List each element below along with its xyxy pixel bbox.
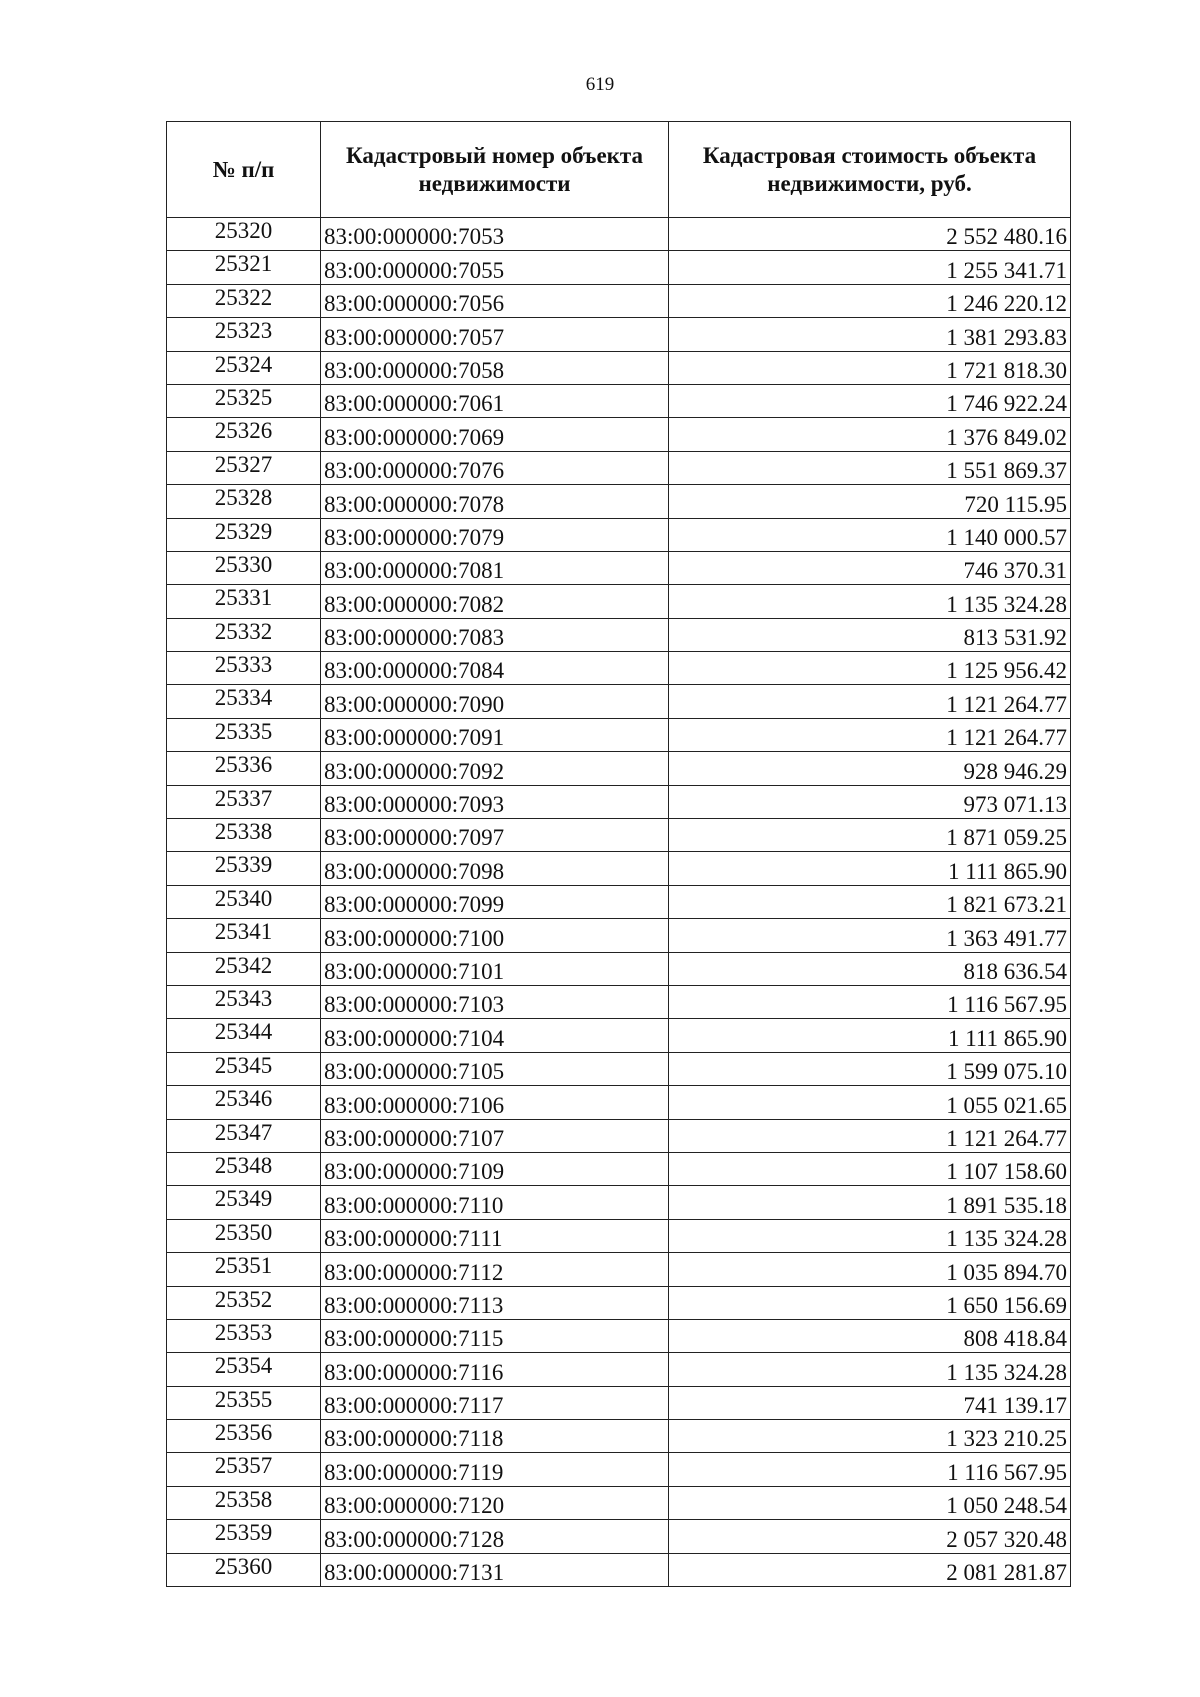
- cadastral-value-cell: 1 035 894.70: [669, 1253, 1071, 1286]
- cadastral-value-cell: 746 370.31: [669, 551, 1071, 584]
- row-number-cell: 25332: [167, 618, 321, 651]
- cadastral-value-cell: 1 050 248.54: [669, 1486, 1071, 1519]
- cadastral-value-cell: 1 135 324.28: [669, 585, 1071, 618]
- table-row: [167, 985, 1071, 1018]
- row-number-cell: 25336: [167, 752, 321, 785]
- row-number-cell: 25323: [167, 318, 321, 351]
- row-number-cell: 25325: [167, 384, 321, 417]
- cadastral-value-cell: 2 057 320.48: [669, 1520, 1071, 1553]
- table-row: [167, 1119, 1071, 1152]
- cadastral-number-cell: 83:00:000000:7104: [321, 1019, 669, 1052]
- table-row: [167, 1486, 1071, 1519]
- cadastral-value-cell: 1 255 341.71: [669, 251, 1071, 284]
- cadastral-number-cell: 83:00:000000:7084: [321, 652, 669, 685]
- table-row: [167, 518, 1071, 551]
- cadastral-value-cell: 1 111 865.90: [669, 1019, 1071, 1052]
- page-number: 619: [585, 74, 615, 95]
- table-row: [167, 885, 1071, 918]
- cadastral-value-cell: 1 116 567.95: [669, 1453, 1071, 1486]
- row-number-cell: 25334: [167, 685, 321, 718]
- row-number-cell: 25349: [167, 1186, 321, 1219]
- table-header: [167, 122, 1071, 218]
- cadastral-number-cell: 83:00:000000:7083: [321, 618, 669, 651]
- row-number-cell: 25353: [167, 1319, 321, 1352]
- row-number-cell: 25345: [167, 1052, 321, 1085]
- cadastral-number-cell: 83:00:000000:7117: [321, 1386, 669, 1419]
- cadastral-value-cell: 1 121 264.77: [669, 685, 1071, 718]
- row-number-cell: 25355: [167, 1386, 321, 1419]
- table-row: [167, 218, 1071, 251]
- cadastral-number-cell: 83:00:000000:7098: [321, 852, 669, 885]
- cadastral-value-cell: 1 599 075.10: [669, 1052, 1071, 1085]
- cadastral-value-cell: 1 135 324.28: [669, 1353, 1071, 1386]
- cadastral-number-cell: 83:00:000000:7120: [321, 1486, 669, 1519]
- cadastral-value-cell: 1 125 956.42: [669, 652, 1071, 685]
- header-row: [167, 122, 1071, 218]
- cadastral-value-cell: 2 552 480.16: [669, 218, 1071, 251]
- cadastral-number-cell: 83:00:000000:7109: [321, 1152, 669, 1185]
- cadastral-number-cell: 83:00:000000:7115: [321, 1319, 669, 1352]
- cadastral-number-cell: 83:00:000000:7090: [321, 685, 669, 718]
- row-number-cell: 25346: [167, 1086, 321, 1119]
- cadastral-number-cell: 83:00:000000:7116: [321, 1353, 669, 1386]
- table-row: [167, 384, 1071, 417]
- cadastral-number-cell: 83:00:000000:7081: [321, 551, 669, 584]
- row-number-cell: 25329: [167, 518, 321, 551]
- cadastral-number-cell: 83:00:000000:7106: [321, 1086, 669, 1119]
- row-number-cell: 25331: [167, 585, 321, 618]
- row-number-cell: 25341: [167, 919, 321, 952]
- row-number-cell: 25354: [167, 1353, 321, 1386]
- cadastral-number-cell: 83:00:000000:7119: [321, 1453, 669, 1486]
- row-number-cell: 25328: [167, 485, 321, 518]
- cadastral-value-cell: 1 363 491.77: [669, 919, 1071, 952]
- cadastral-value-cell: 1 323 210.25: [669, 1420, 1071, 1453]
- table-row: [167, 1019, 1071, 1052]
- row-number-cell: 25359: [167, 1520, 321, 1553]
- row-number-cell: 25360: [167, 1553, 321, 1586]
- row-number-cell: 25343: [167, 985, 321, 1018]
- cadastral-number-cell: 83:00:000000:7082: [321, 585, 669, 618]
- cadastral-value-cell: 1 140 000.57: [669, 518, 1071, 551]
- cadastral-number-cell: 83:00:000000:7111: [321, 1219, 669, 1252]
- table-row: [167, 1152, 1071, 1185]
- row-number-cell: 25326: [167, 418, 321, 451]
- table-row: [167, 1286, 1071, 1319]
- table-row: [167, 819, 1071, 852]
- row-number-cell: 25358: [167, 1486, 321, 1519]
- cadastral-value-cell: 2 081 281.87: [669, 1553, 1071, 1586]
- cadastral-number-cell: 83:00:000000:7112: [321, 1253, 669, 1286]
- table-row: [167, 952, 1071, 985]
- table-row: [167, 1219, 1071, 1252]
- cadastral-number-cell: 83:00:000000:7128: [321, 1520, 669, 1553]
- cadastral-number-cell: 83:00:000000:7091: [321, 718, 669, 751]
- table-row: [167, 1319, 1071, 1352]
- cadastral-value-cell: 973 071.13: [669, 785, 1071, 818]
- row-number-cell: 25321: [167, 251, 321, 284]
- row-number-cell: 25350: [167, 1219, 321, 1252]
- cadastral-number-cell: 83:00:000000:7097: [321, 819, 669, 852]
- row-number-cell: 25327: [167, 451, 321, 484]
- cadastral-value-cell: 1 381 293.83: [669, 318, 1071, 351]
- cadastral-value-cell: 1 376 849.02: [669, 418, 1071, 451]
- cadastral-number-cell: 83:00:000000:7061: [321, 384, 669, 417]
- cadastral-number-cell: 83:00:000000:7058: [321, 351, 669, 384]
- table-row: [167, 618, 1071, 651]
- row-number-cell: 25320: [167, 218, 321, 251]
- table-row: [167, 1086, 1071, 1119]
- row-number-cell: 25352: [167, 1286, 321, 1319]
- cadastral-value-cell: 808 418.84: [669, 1319, 1071, 1352]
- cadastral-value-cell: 1 107 158.60: [669, 1152, 1071, 1185]
- cadastral-value-table: [166, 121, 1071, 1587]
- cadastral-value-cell: 1 551 869.37: [669, 451, 1071, 484]
- column-header-cadastral-value: Кадастровая стоимость объекта недвижимости, руб.: [669, 122, 1071, 218]
- table-row: [167, 318, 1071, 351]
- cadastral-value-cell: 1 891 535.18: [669, 1186, 1071, 1219]
- column-header-cadastral-number: Кадастровый номер объекта недвижимости: [321, 122, 669, 218]
- table-row: [167, 718, 1071, 751]
- cadastral-number-cell: 83:00:000000:7131: [321, 1553, 669, 1586]
- row-number-cell: 25339: [167, 852, 321, 885]
- table-row: [167, 1420, 1071, 1453]
- table-row: [167, 1353, 1071, 1386]
- table-row: [167, 1553, 1071, 1586]
- cadastral-number-cell: 83:00:000000:7103: [321, 985, 669, 1018]
- row-number-cell: 25344: [167, 1019, 321, 1052]
- cadastral-number-cell: 83:00:000000:7118: [321, 1420, 669, 1453]
- row-number-cell: 25347: [167, 1119, 321, 1152]
- table-row: [167, 485, 1071, 518]
- cadastral-value-cell: 1 135 324.28: [669, 1219, 1071, 1252]
- cadastral-value-cell: 1 721 818.30: [669, 351, 1071, 384]
- row-number-cell: 25356: [167, 1420, 321, 1453]
- table-body: [167, 218, 1071, 1587]
- cadastral-value-cell: 818 636.54: [669, 952, 1071, 985]
- cadastral-value-cell: 1 821 673.21: [669, 885, 1071, 918]
- table-row: [167, 785, 1071, 818]
- cadastral-number-cell: 83:00:000000:7078: [321, 485, 669, 518]
- cadastral-number-cell: 83:00:000000:7110: [321, 1186, 669, 1219]
- cadastral-number-cell: 83:00:000000:7099: [321, 885, 669, 918]
- table-row: [167, 752, 1071, 785]
- table-row: [167, 652, 1071, 685]
- row-number-cell: 25322: [167, 284, 321, 317]
- cadastral-value-cell: 1 746 922.24: [669, 384, 1071, 417]
- row-number-cell: 25357: [167, 1453, 321, 1486]
- cadastral-number-cell: 83:00:000000:7079: [321, 518, 669, 551]
- cadastral-number-cell: 83:00:000000:7093: [321, 785, 669, 818]
- cadastral-value-cell: 813 531.92: [669, 618, 1071, 651]
- row-number-cell: 25333: [167, 652, 321, 685]
- cadastral-value-cell: 1 111 865.90: [669, 852, 1071, 885]
- cadastral-value-cell: 1 116 567.95: [669, 985, 1071, 1018]
- table-row: [167, 852, 1071, 885]
- table-row: [167, 685, 1071, 718]
- row-number-cell: 25324: [167, 351, 321, 384]
- cadastral-number-cell: 83:00:000000:7056: [321, 284, 669, 317]
- cadastral-value-cell: 1 121 264.77: [669, 718, 1071, 751]
- cadastral-value-cell: 1 246 220.12: [669, 284, 1071, 317]
- cadastral-value-cell: 1 650 156.69: [669, 1286, 1071, 1319]
- cadastral-number-cell: 83:00:000000:7069: [321, 418, 669, 451]
- cadastral-number-cell: 83:00:000000:7057: [321, 318, 669, 351]
- cadastral-number-cell: 83:00:000000:7076: [321, 451, 669, 484]
- cadastral-number-cell: 83:00:000000:7100: [321, 919, 669, 952]
- table-row: [167, 1453, 1071, 1486]
- cadastral-number-cell: 83:00:000000:7092: [321, 752, 669, 785]
- table-row: [167, 1253, 1071, 1286]
- cadastral-number-cell: 83:00:000000:7107: [321, 1119, 669, 1152]
- table-row: [167, 1520, 1071, 1553]
- table-row: [167, 251, 1071, 284]
- table-row: [167, 1052, 1071, 1085]
- row-number-cell: 25338: [167, 819, 321, 852]
- row-number-cell: 25342: [167, 952, 321, 985]
- row-number-cell: 25348: [167, 1152, 321, 1185]
- column-header-number: № п/п: [167, 122, 321, 218]
- cadastral-value-cell: 1 055 021.65: [669, 1086, 1071, 1119]
- cadastral-number-cell: 83:00:000000:7113: [321, 1286, 669, 1319]
- table-row: [167, 1186, 1071, 1219]
- row-number-cell: 25351: [167, 1253, 321, 1286]
- table-row: [167, 1386, 1071, 1419]
- cadastral-number-cell: 83:00:000000:7053: [321, 218, 669, 251]
- row-number-cell: 25330: [167, 551, 321, 584]
- table-row: [167, 418, 1071, 451]
- table-row: [167, 551, 1071, 584]
- cadastral-number-cell: 83:00:000000:7105: [321, 1052, 669, 1085]
- table-row: [167, 585, 1071, 618]
- cadastral-value-cell: 741 139.17: [669, 1386, 1071, 1419]
- cadastral-value-cell: 928 946.29: [669, 752, 1071, 785]
- table-row: [167, 919, 1071, 952]
- cadastral-value-cell: 1 871 059.25: [669, 819, 1071, 852]
- table-row: [167, 351, 1071, 384]
- cadastral-number-cell: 83:00:000000:7101: [321, 952, 669, 985]
- row-number-cell: 25335: [167, 718, 321, 751]
- cadastral-number-cell: 83:00:000000:7055: [321, 251, 669, 284]
- cadastral-value-cell: 720 115.95: [669, 485, 1071, 518]
- cadastral-value-cell: 1 121 264.77: [669, 1119, 1071, 1152]
- table-row: [167, 284, 1071, 317]
- row-number-cell: 25340: [167, 885, 321, 918]
- table-row: [167, 451, 1071, 484]
- row-number-cell: 25337: [167, 785, 321, 818]
